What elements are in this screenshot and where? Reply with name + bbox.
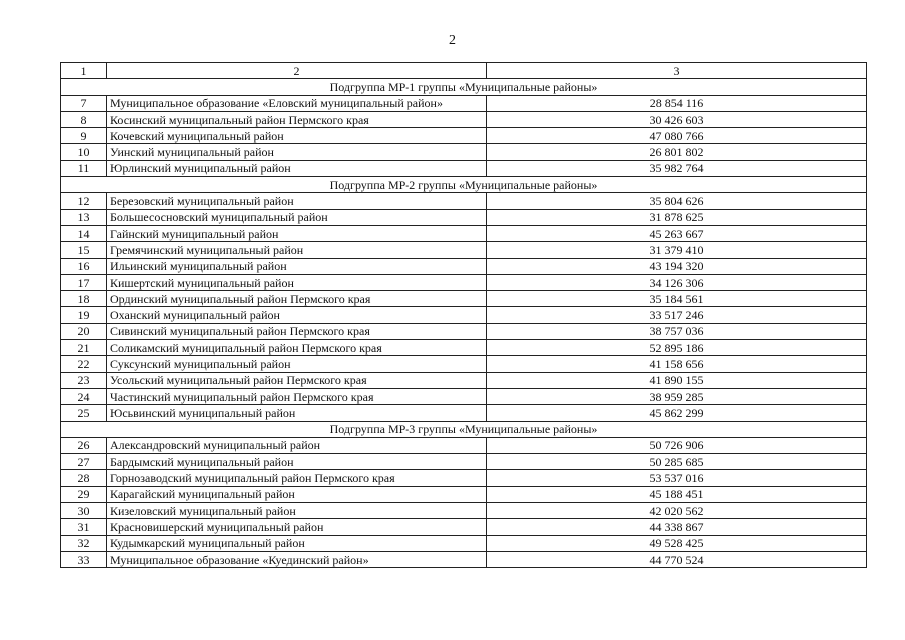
district-value: 35 804 626 [487, 193, 867, 209]
district-name: Юсьвинский муниципальный район [107, 405, 487, 421]
district-name: Большесосновский муниципальный район [107, 209, 487, 225]
district-value: 47 080 766 [487, 128, 867, 144]
row-number: 16 [61, 258, 107, 274]
section-header-row [61, 177, 867, 193]
section-title: Подгруппа МР-1 группы «Муниципальные районы» [61, 79, 867, 95]
row-number: 19 [61, 307, 107, 323]
district-value: 28 854 116 [487, 95, 867, 111]
section-title: Подгруппа МР-3 группы «Муниципальные районы» [61, 421, 867, 437]
district-value: 49 528 425 [487, 535, 867, 551]
table-row [61, 160, 867, 176]
table-row [61, 258, 867, 274]
district-value: 38 959 285 [487, 388, 867, 404]
row-number: 25 [61, 405, 107, 421]
row-number: 8 [61, 111, 107, 127]
district-name: Уинский муниципальный район [107, 144, 487, 160]
page-number: 2 [449, 33, 456, 48]
district-value: 41 890 155 [487, 372, 867, 388]
district-name: Косинский муниципальный район Пермского края [107, 111, 487, 127]
row-number: 12 [61, 193, 107, 209]
district-value: 31 878 625 [487, 209, 867, 225]
table-row [61, 470, 867, 486]
district-name: Березовский муниципальный район [107, 193, 487, 209]
table-row [61, 437, 867, 453]
district-value: 38 757 036 [487, 323, 867, 339]
district-value: 31 379 410 [487, 242, 867, 258]
row-number: 15 [61, 242, 107, 258]
district-name: Кишертский муниципальный район [107, 274, 487, 290]
header-col-3: 3 [487, 63, 867, 79]
district-name: Кочевский муниципальный район [107, 128, 487, 144]
table-header-row [61, 63, 867, 79]
row-number: 11 [61, 160, 107, 176]
district-value: 45 862 299 [487, 405, 867, 421]
district-value: 42 020 562 [487, 503, 867, 519]
district-name: Муниципальное образование «Еловский муниципальный район» [107, 95, 487, 111]
district-name: Муниципальное образование «Куединский район» [107, 551, 487, 567]
row-number: 21 [61, 340, 107, 356]
district-name: Частинский муниципальный район Пермского края [107, 388, 487, 404]
table-row [61, 144, 867, 160]
row-number: 28 [61, 470, 107, 486]
district-name: Гремячинский муниципальный район [107, 242, 487, 258]
table-row [61, 111, 867, 127]
district-name: Сивинский муниципальный район Пермского края [107, 323, 487, 339]
district-name: Горнозаводский муниципальный район Пермского края [107, 470, 487, 486]
row-number: 22 [61, 356, 107, 372]
table-row [61, 503, 867, 519]
row-number: 24 [61, 388, 107, 404]
table-row [61, 535, 867, 551]
district-name: Суксунский муниципальный район [107, 356, 487, 372]
table-row [61, 193, 867, 209]
row-number: 32 [61, 535, 107, 551]
district-name: Кудымкарский муниципальный район [107, 535, 487, 551]
district-name: Гайнский муниципальный район [107, 225, 487, 241]
table-row [61, 405, 867, 421]
row-number: 17 [61, 274, 107, 290]
row-number: 9 [61, 128, 107, 144]
district-value: 52 895 186 [487, 340, 867, 356]
district-value: 53 537 016 [487, 470, 867, 486]
table-row [61, 307, 867, 323]
row-number: 23 [61, 372, 107, 388]
table-row [61, 95, 867, 111]
table-row [61, 486, 867, 502]
table-row [61, 388, 867, 404]
row-number: 18 [61, 291, 107, 307]
table-row [61, 128, 867, 144]
table-row [61, 356, 867, 372]
district-value: 43 194 320 [487, 258, 867, 274]
district-value: 45 188 451 [487, 486, 867, 502]
row-number: 30 [61, 503, 107, 519]
row-number: 29 [61, 486, 107, 502]
table-row [61, 242, 867, 258]
row-number: 27 [61, 454, 107, 470]
district-name: Соликамский муниципальный район Пермского края [107, 340, 487, 356]
table-row [61, 209, 867, 225]
district-value: 45 263 667 [487, 225, 867, 241]
district-value: 50 726 906 [487, 437, 867, 453]
row-number: 26 [61, 437, 107, 453]
district-value: 50 285 685 [487, 454, 867, 470]
district-name: Красновишерский муниципальный район [107, 519, 487, 535]
district-name: Юрлинский муниципальный район [107, 160, 487, 176]
row-number: 20 [61, 323, 107, 339]
district-value: 44 770 524 [487, 551, 867, 567]
district-value: 35 184 561 [487, 291, 867, 307]
row-number: 14 [61, 225, 107, 241]
municipal-districts-table [60, 62, 867, 568]
table-row [61, 274, 867, 290]
district-name: Оханский муниципальный район [107, 307, 487, 323]
district-value: 33 517 246 [487, 307, 867, 323]
table-body [61, 63, 867, 568]
section-title: Подгруппа МР-2 группы «Муниципальные районы» [61, 177, 867, 193]
district-value: 30 426 603 [487, 111, 867, 127]
district-name: Бардымский муниципальный район [107, 454, 487, 470]
section-header-row [61, 79, 867, 95]
table-row [61, 551, 867, 567]
table-row [61, 372, 867, 388]
row-number: 33 [61, 551, 107, 567]
district-name: Александровский муниципальный район [107, 437, 487, 453]
district-name: Ильинский муниципальный район [107, 258, 487, 274]
district-value: 41 158 656 [487, 356, 867, 372]
district-name: Усольский муниципальный район Пермского края [107, 372, 487, 388]
row-number: 31 [61, 519, 107, 535]
table-row [61, 454, 867, 470]
district-name: Ординский муниципальный район Пермского края [107, 291, 487, 307]
header-col-2: 2 [107, 63, 487, 79]
district-value: 35 982 764 [487, 160, 867, 176]
table-row [61, 291, 867, 307]
row-number: 10 [61, 144, 107, 160]
district-value: 34 126 306 [487, 274, 867, 290]
district-name: Карагайский муниципальный район [107, 486, 487, 502]
row-number: 13 [61, 209, 107, 225]
district-value: 26 801 802 [487, 144, 867, 160]
header-col-1: 1 [61, 63, 107, 79]
table-row [61, 225, 867, 241]
district-value: 44 338 867 [487, 519, 867, 535]
district-name: Кизеловский муниципальный район [107, 503, 487, 519]
table-row [61, 340, 867, 356]
table-row [61, 519, 867, 535]
table-row [61, 323, 867, 339]
section-header-row [61, 421, 867, 437]
row-number: 7 [61, 95, 107, 111]
